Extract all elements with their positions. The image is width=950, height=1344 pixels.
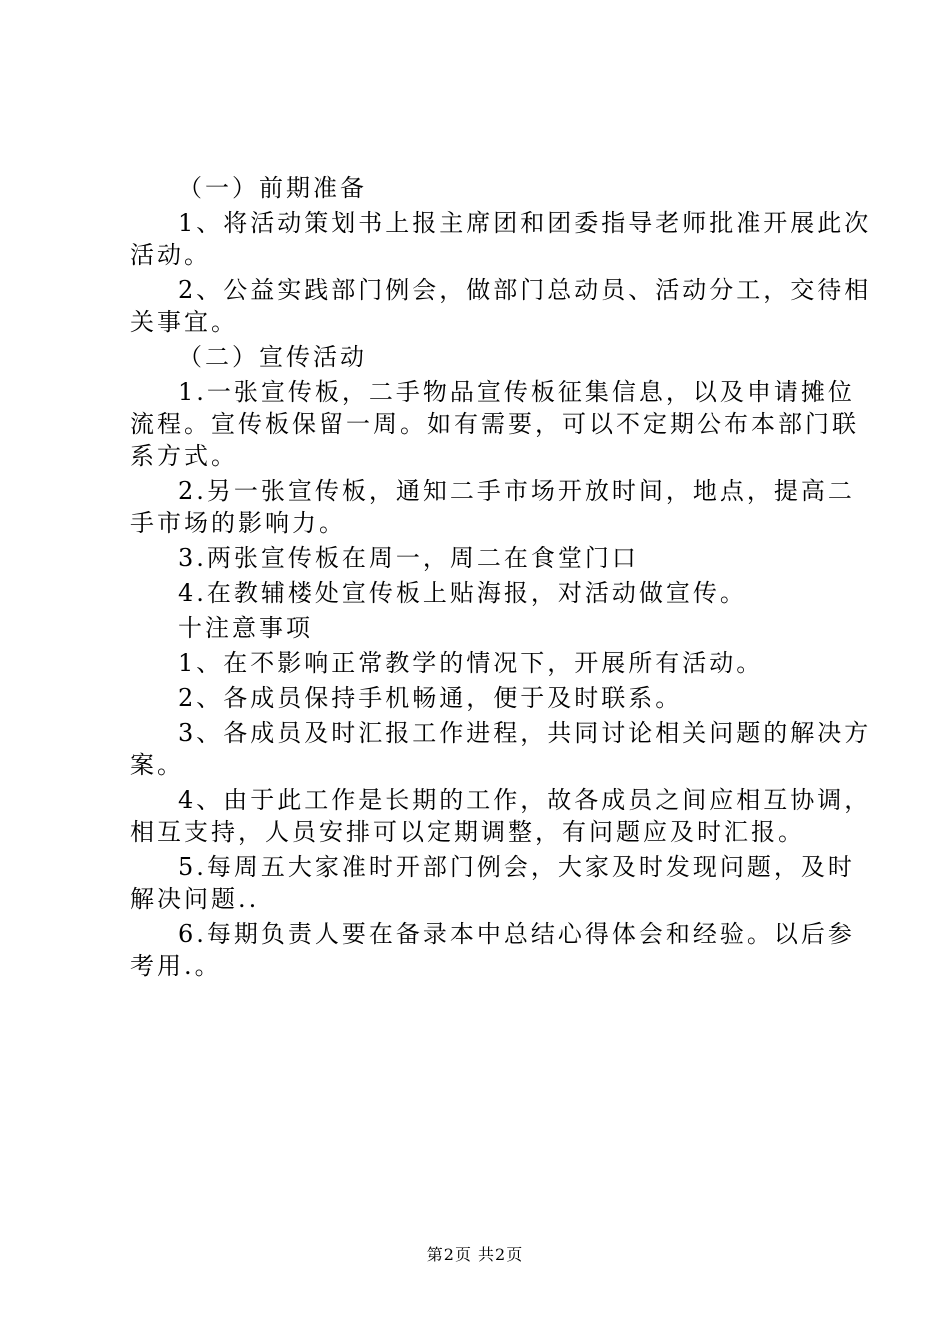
paragraph-line: 5.每周五大家准时开部门例会，大家及时发现问题，及时	[178, 853, 855, 881]
paragraph-line: 4、由于此工作是长期的工作，故各成员之间应相互协调，	[178, 786, 872, 814]
paragraph-line: 考用.。	[130, 952, 222, 980]
paragraph-line: 案。	[130, 751, 184, 779]
section-heading-publicity: （二）宣传活动	[178, 343, 367, 371]
document-body	[130, 172, 872, 982]
paragraph-line: 解决问题..	[130, 885, 260, 913]
paragraph-line: 系方式。	[130, 442, 238, 470]
paragraph-line: 1、在不影响正常教学的情况下，开展所有活动。	[178, 649, 764, 677]
paragraph-line: 1、将活动策划书上报主席团和团委指导老师批准开展此次	[178, 209, 872, 237]
paragraph-line: 活动。	[130, 241, 211, 269]
section-heading-preparation: （一）前期准备	[178, 174, 367, 202]
paragraph-line: 2、各成员保持手机畅通，便于及时联系。	[178, 684, 683, 712]
paragraph-line: 关事宜。	[130, 308, 238, 336]
paragraph-line: 6.每期负责人要在备录本中总结心得体会和经验。以后参	[178, 920, 855, 948]
paragraph-line: 3.两张宣传板在周一，周二在食堂门口	[178, 544, 639, 572]
paragraph-line: 4.在教辅楼处宣传板上贴海报，对活动做宣传。	[178, 579, 747, 607]
paragraph-line: 流程。宣传板保留一周。如有需要，可以不定期公布本部门联	[130, 410, 859, 438]
paragraph-line: 手市场的影响力。	[130, 509, 346, 537]
paragraph-line: 2、公益实践部门例会，做部门总动员、活动分工，交待相	[178, 276, 872, 304]
page-footer	[0, 1244, 950, 1266]
paragraph-line: 1.一张宣传板，二手物品宣传板征集信息，以及申请摊位	[178, 378, 855, 406]
paragraph-line: 相互支持，人员安排可以定期调整，有问题应及时汇报。	[130, 818, 805, 846]
paragraph-line: 3、各成员及时汇报工作进程，共同讨论相关问题的解决方	[178, 719, 872, 747]
page-number-label: 第2页 共2页	[426, 1245, 524, 1264]
section-heading-notes: 十注意事项	[178, 614, 313, 642]
paragraph-line: 2.另一张宣传板，通知二手市场开放时间，地点，提高二	[178, 477, 855, 505]
